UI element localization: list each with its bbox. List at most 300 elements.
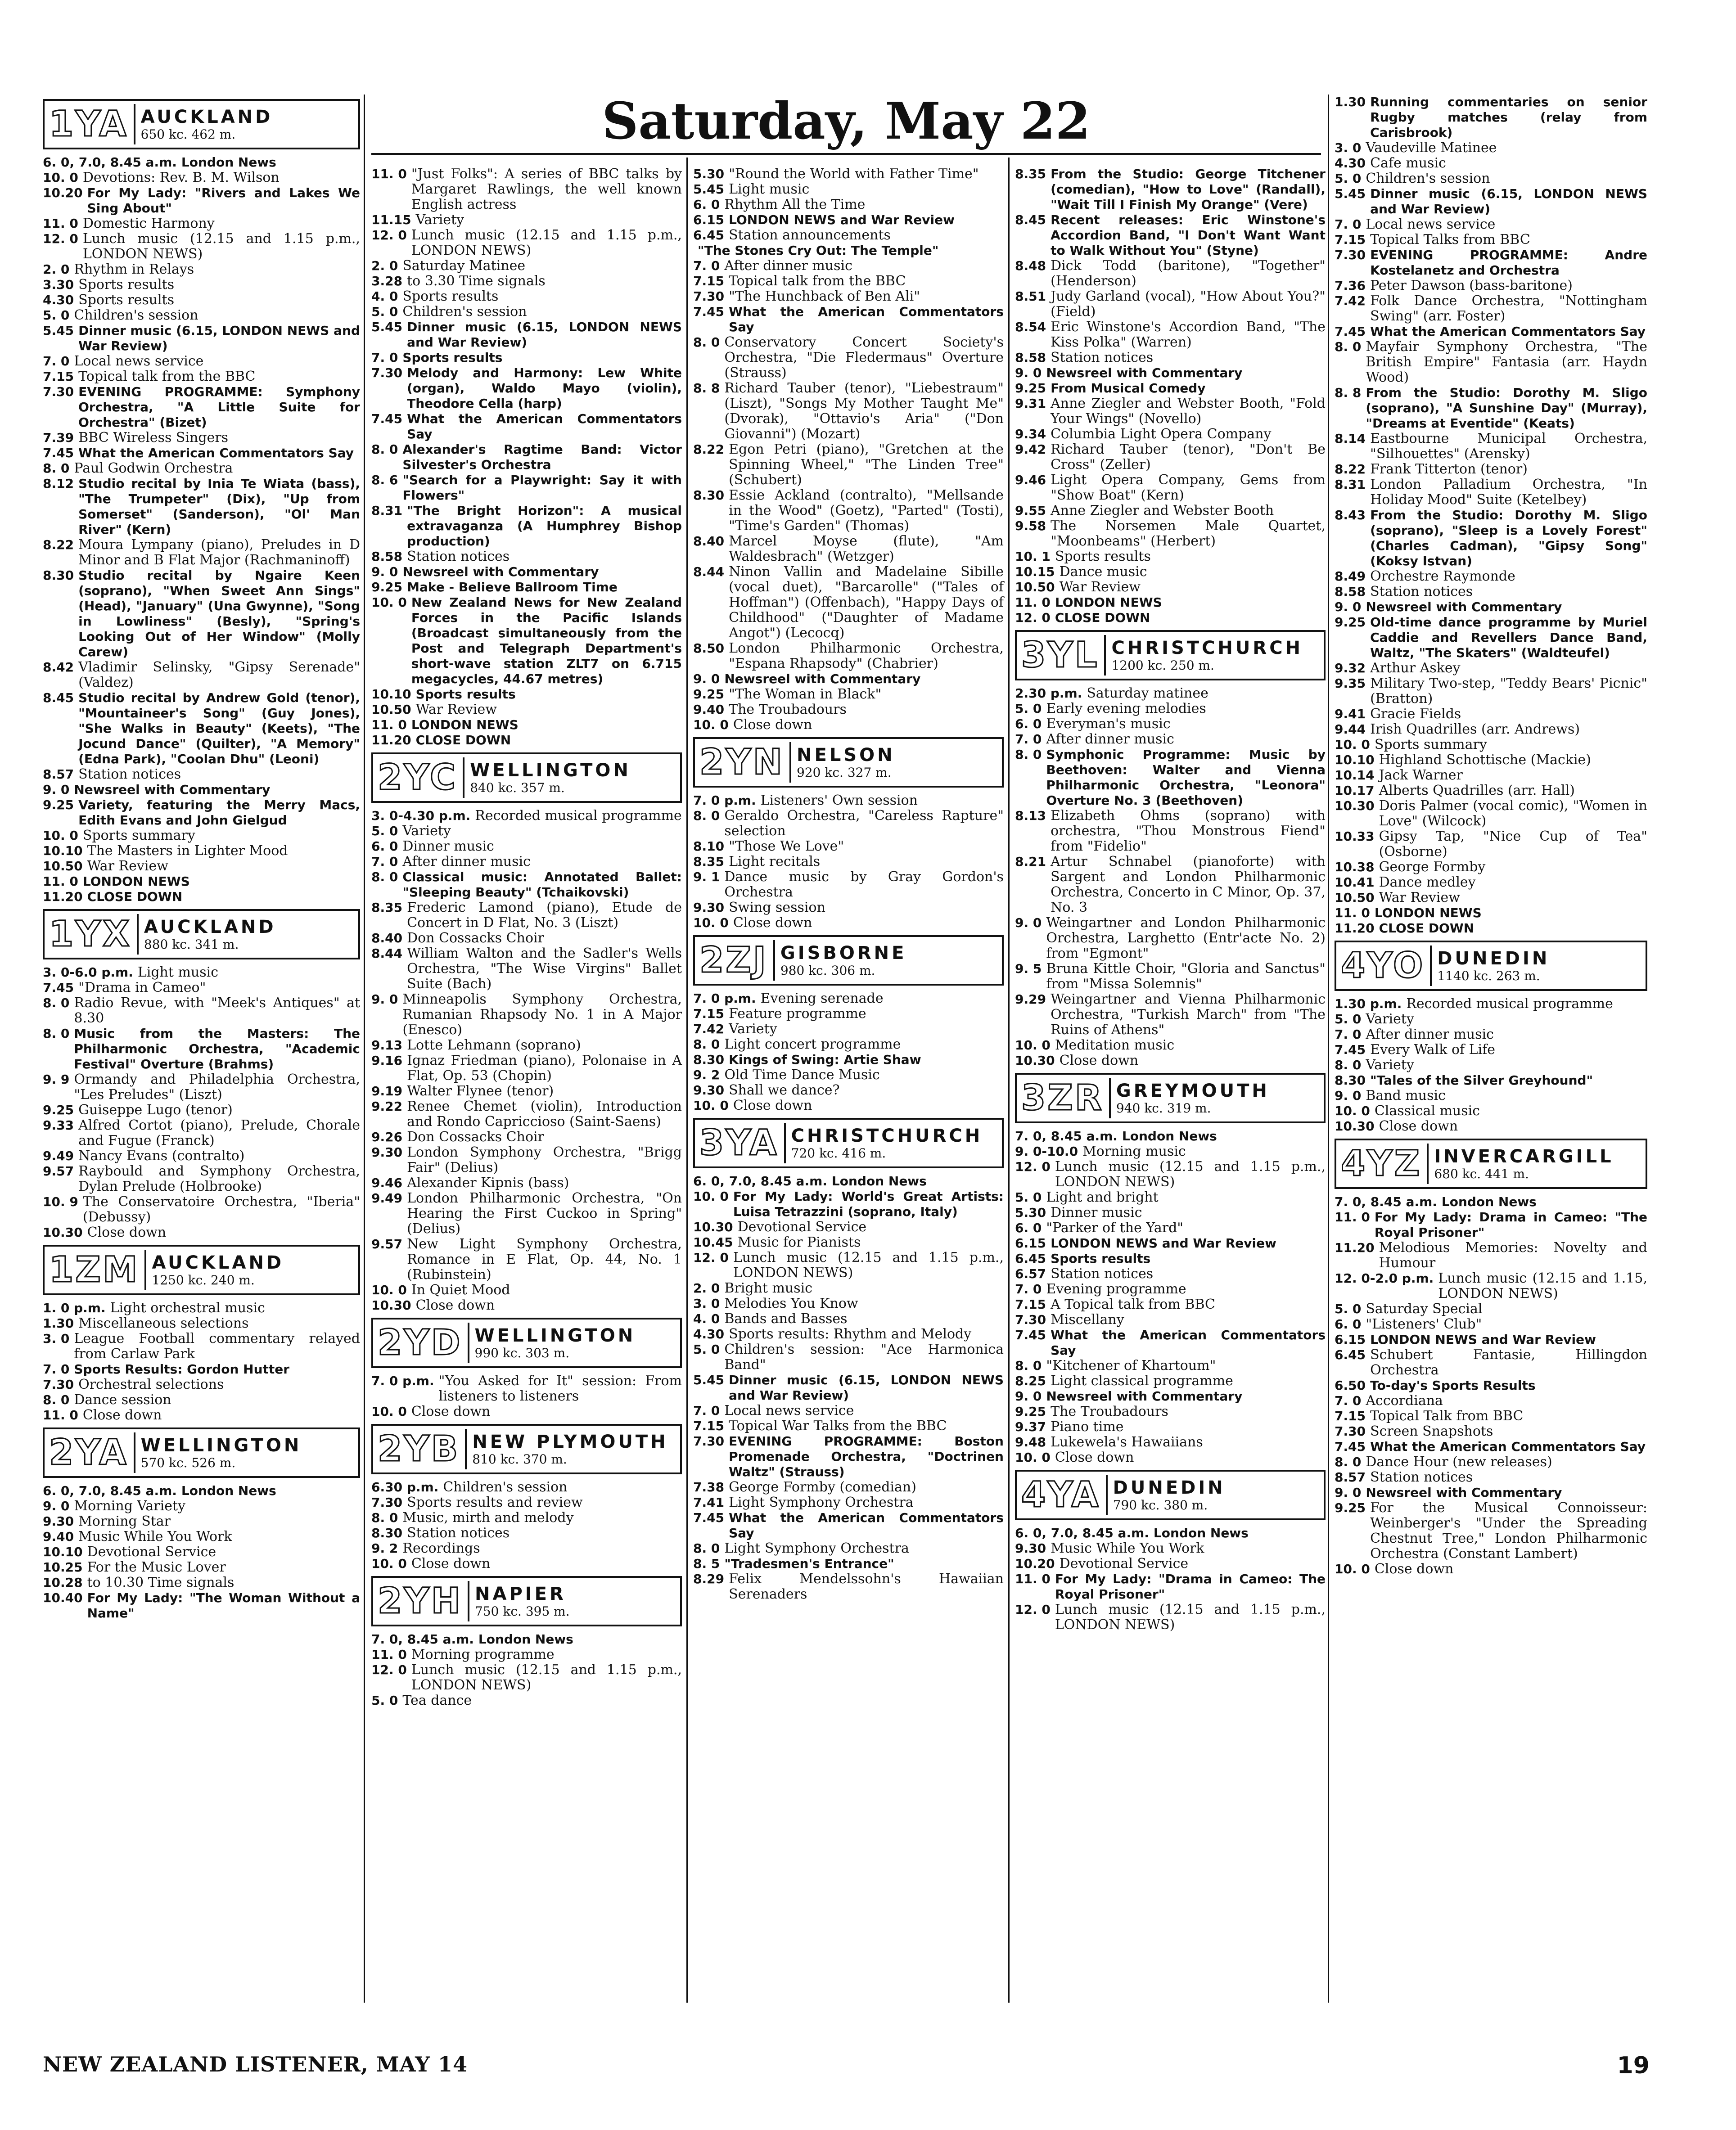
entry-text: Local news service <box>1366 216 1496 232</box>
station-callsign: 3ZR <box>1021 1078 1111 1118</box>
entry-text: "The Woman in Black" <box>729 686 882 702</box>
entry-time: 6. 0 <box>693 197 720 212</box>
programme-entry <box>693 1556 1004 1572</box>
programme-entry <box>371 258 682 274</box>
entry-text: In Quiet Mood <box>411 1282 510 1298</box>
programme-entry <box>693 854 1004 869</box>
entry-text: Studio recital by Ngaire Keen (soprano), "When Sweet Ann Sings" (Head), "January" (Una Gwynne), "Song in Lowliness" (Besly), "Spring's Looking Out of Her Window" (Molly Carew) <box>78 568 360 659</box>
entry-text: War Review <box>1059 579 1141 595</box>
programme-entry <box>1335 140 1647 156</box>
entry-time: 7.45 <box>693 304 725 319</box>
entry-time: 12. 0 <box>1015 610 1051 625</box>
entry-time: 7.15 <box>693 1418 725 1433</box>
entry-text: Lunch music (12.15 and 1.15 p.m., LONDON NEWS) <box>1055 1159 1326 1190</box>
entry-text: LONDON NEWS and War Review <box>729 212 955 227</box>
entry-text: Variety, featuring the Merry Macs, Edith Evans and John Gielgud <box>78 797 360 828</box>
entry-text: "The Bright Horizon": A musical extravaganza (A Humphrey Bishop production) <box>407 503 682 549</box>
entry-text: Paul Godwin Orchestra <box>74 460 233 476</box>
programme-entry <box>1335 1455 1647 1470</box>
programme-entry <box>371 1556 682 1572</box>
entry-text: Rhythm in Relays <box>74 261 194 277</box>
programme-entry <box>1015 992 1326 1038</box>
entry-time: 8.22 <box>43 537 74 552</box>
programme-entry <box>693 1327 1004 1342</box>
entry-text: Marcel Moyse (flute), "Am Waldesbrach" (Wetzger) <box>729 533 1004 564</box>
entry-text: Morning programme <box>411 1647 555 1662</box>
entry-text: Light Symphony Orchestra <box>724 1540 909 1556</box>
programme-entry <box>1015 1038 1326 1053</box>
programme-entry <box>43 308 360 323</box>
programme-entry <box>43 1072 360 1103</box>
entry-text: Richard Tauber (tenor), "Don't Be Cross" (Zeller) <box>1051 441 1326 473</box>
station-header <box>693 737 1004 788</box>
entry-time: 8. 0 <box>43 461 70 476</box>
programme-entry <box>371 304 682 320</box>
entry-text: George Formby (comedian) <box>729 1479 916 1495</box>
entry-time: 8. 0 <box>43 1392 70 1407</box>
station-city: AUCKLAND <box>140 107 273 127</box>
station-city: DUNEDIN <box>1113 1477 1226 1498</box>
entry-time: 10.30 <box>1335 1119 1375 1134</box>
entry-time: 10.45 <box>693 1235 733 1250</box>
entry-text: Close down <box>1059 1053 1139 1068</box>
programme-entry <box>1335 676 1647 707</box>
entry-time: 8.50 <box>693 641 725 656</box>
programme-entry <box>371 1495 682 1510</box>
programme-entry <box>371 365 682 411</box>
programme-entry <box>1015 595 1326 610</box>
entry-time: 9.44 <box>1335 722 1366 737</box>
entry-text: The Troubadours <box>1051 1404 1168 1419</box>
entry-text: Light music <box>729 181 810 197</box>
entry-text: For the Music Lover <box>87 1559 226 1575</box>
entry-time: 9.25 <box>371 580 403 594</box>
entry-text: Close down <box>733 717 812 733</box>
programme-entry <box>693 564 1004 641</box>
entry-time: 11. 0 <box>43 1408 78 1423</box>
entry-text: London News <box>478 1632 573 1647</box>
entry-text: Peter Dawson (bass-baritone) <box>1370 278 1573 293</box>
entry-time: 9. 5 <box>1015 961 1042 976</box>
page-title: Saturday, May 22 <box>602 92 1091 151</box>
programme-entry <box>1335 1042 1647 1058</box>
programme-entry <box>43 1392 360 1408</box>
entry-text: Weingartner and Vienna Philharmonic Orchestra, "Turkish March" from "The Ruins of Athens" <box>1051 991 1326 1038</box>
entry-time: 7.38 <box>693 1480 725 1495</box>
programme-entry <box>1015 1404 1326 1419</box>
station-header <box>1015 1073 1326 1123</box>
entry-text: Kings of Swing: Artie Shaw <box>729 1052 921 1067</box>
entry-time: 9.32 <box>1335 661 1366 675</box>
entry-time: 10. 9 <box>43 1194 78 1209</box>
entry-text: BBC Wireless Singers <box>78 430 229 446</box>
programme-entry <box>371 1541 682 1556</box>
programme-entry <box>371 1038 682 1053</box>
programme-entry <box>1335 707 1647 722</box>
programme-entry <box>371 992 682 1038</box>
entry-text: Light music <box>137 964 219 980</box>
programme-entry <box>1015 1358 1326 1373</box>
entry-time: 9.58 <box>1015 518 1046 533</box>
entry-time: 10.17 <box>1335 783 1375 798</box>
programme-entry <box>1335 385 1647 431</box>
programme-entry <box>693 274 1004 289</box>
entry-time: 7. 0, 8.45 a.m. <box>1335 1194 1437 1209</box>
programme-entry <box>1015 320 1326 350</box>
programme-entry <box>693 1022 1004 1037</box>
entry-text: Melodious Memories: Novelty and Humour <box>1379 1240 1647 1271</box>
programme-entry <box>43 277 360 293</box>
programme-entry <box>1335 1393 1647 1409</box>
station-city: CHRISTCHURCH <box>791 1126 983 1146</box>
entry-time: 9.34 <box>1015 427 1046 441</box>
entry-time: 5.45 <box>371 320 403 334</box>
entry-time: 5.30 <box>693 167 725 181</box>
programme-entry <box>693 1572 1004 1602</box>
entry-text: Local news service <box>724 1403 854 1418</box>
entry-time: 10. 1 <box>1015 549 1051 564</box>
entry-text: Sports results and review <box>407 1495 583 1510</box>
programme-entry <box>1335 1103 1647 1119</box>
entry-time: 6. 0, 7.0, 8.45 a.m. <box>1015 1526 1149 1540</box>
programme-entry <box>371 320 682 350</box>
programme-entry <box>693 197 1004 212</box>
programme-entry <box>371 1283 682 1298</box>
programme-entry <box>693 335 1004 381</box>
entry-text: Alfred Cortot (piano), Prelude, Chorale and Fugue (Franck) <box>78 1117 360 1148</box>
programme-entry <box>1015 961 1326 992</box>
entry-time: 8. 0 <box>693 335 720 350</box>
entry-time: 8.14 <box>1335 431 1366 446</box>
programme-entry <box>693 900 1004 915</box>
station-info <box>797 745 997 780</box>
entry-text: Jack Warner <box>1379 767 1463 783</box>
page-footer <box>43 2052 1650 2079</box>
entry-text: CLOSE DOWN <box>1379 921 1474 936</box>
entry-text: Close down <box>82 1407 162 1423</box>
entry-text: "Tales of the Silver Greyhound" <box>1370 1073 1593 1088</box>
programme-entry <box>693 991 1004 1006</box>
programme-entry <box>693 1250 1004 1281</box>
programme-entry <box>1335 95 1647 140</box>
entry-text: What the American Commentators Say <box>1370 1439 1646 1454</box>
programme-entry <box>1015 1236 1326 1251</box>
programme-entry <box>1015 747 1326 808</box>
programme-entry <box>43 1103 360 1118</box>
entry-time: 9.42 <box>1015 442 1046 457</box>
station-frequency: 980 kc. 306 m. <box>780 963 875 978</box>
programme-entry <box>693 1281 1004 1296</box>
programme-entry <box>371 687 682 702</box>
entry-text: Morning Variety <box>74 1498 185 1514</box>
entry-time: 9. 9 <box>43 1072 70 1087</box>
programme-entry <box>371 274 682 289</box>
entry-text: From the Studio: Dorothy M. Sligo (soprano), "A Sunshine Day" (Murray), "Dreams at Eventide" (Keats) <box>1366 385 1647 431</box>
entry-time: 9. 1 <box>693 869 720 884</box>
entry-time: 6. 0 <box>1015 1220 1042 1235</box>
entry-time: 8.22 <box>1335 462 1366 477</box>
entry-text: Morning music <box>1082 1144 1186 1159</box>
entry-text: Variety <box>1366 1011 1414 1027</box>
entry-time: 6.15 <box>1015 1236 1046 1251</box>
entry-time: 7. 0 p.m. <box>693 793 756 808</box>
programme-entry <box>371 717 682 733</box>
entry-text: London News <box>1122 1129 1217 1144</box>
entry-time: 7. 0 <box>693 258 720 273</box>
entry-text: "Drama in Cameo" <box>78 980 206 995</box>
entry-text: For My Lady: "The Woman Without a Name" <box>87 1590 360 1621</box>
entry-text: Orchestral selections <box>78 1377 224 1392</box>
entry-text: Topical War Talks from the BBC <box>729 1418 947 1434</box>
station-frequency: 1140 kc. 263 m. <box>1437 968 1540 983</box>
entry-text: Lunch music (12.15 and 1.15 p.m., LONDON NEWS) <box>733 1250 1004 1281</box>
programme-entry <box>1015 1053 1326 1068</box>
entry-time: 7.41 <box>693 1495 725 1510</box>
entry-time: 5. 0 <box>1015 1190 1042 1205</box>
entry-text: Devotional Service <box>1059 1556 1189 1572</box>
entry-time: 9.40 <box>693 702 725 717</box>
title-rule <box>371 153 1321 155</box>
programme-entry <box>693 243 1004 258</box>
entry-time: 1.30 <box>43 1316 74 1331</box>
programme-entry <box>693 442 1004 488</box>
entry-time: 10.50 <box>43 859 83 874</box>
station-city: NELSON <box>797 745 895 766</box>
entry-time: 8.30 <box>693 488 725 503</box>
station-header <box>371 1424 682 1474</box>
entry-text: Devotional Service <box>737 1219 867 1235</box>
entry-time: 8.12 <box>43 476 74 491</box>
programme-entry <box>1335 339 1647 385</box>
entry-time: 10. 0 <box>371 1283 407 1297</box>
entry-text: Geraldo Orchestra, "Careless Rapture" selection <box>724 808 1004 839</box>
entry-text: Newsreel with Commentary <box>402 564 599 579</box>
entry-text: Station notices <box>1370 1469 1473 1485</box>
station-city: WELLINGTON <box>140 1435 302 1456</box>
entry-text: Sports results <box>1055 549 1151 564</box>
programme-entry <box>43 1164 360 1194</box>
programme-entry <box>43 1483 360 1499</box>
entry-text: Station notices <box>1370 584 1473 599</box>
station-city: INVERCARGILL <box>1434 1146 1614 1167</box>
programme-entry <box>693 915 1004 931</box>
station-frequency: 1250 kc. 240 m. <box>152 1273 255 1288</box>
entry-text: Melodies You Know <box>724 1296 858 1311</box>
entry-text: Walter Flynee (tenor) <box>407 1083 554 1099</box>
programme-entry <box>43 537 360 568</box>
entry-time: 3.28 <box>371 274 403 288</box>
entry-time: 9.55 <box>1015 503 1046 518</box>
entry-time: 10.50 <box>371 702 411 717</box>
entry-text: Studio recital by Inia Te Wiata (bass), "The Trumpeter" (Dix), "Up from Somerset" (Sanderson), "Ol' Man River" (Kern) <box>78 476 360 537</box>
entry-text: Orchestre Raymonde <box>1370 568 1515 584</box>
entry-time: 9.25 <box>1015 381 1046 396</box>
station-header <box>43 1428 360 1478</box>
entry-text: Close down <box>1379 1118 1458 1134</box>
entry-text: Screen Snapshots <box>1370 1423 1493 1439</box>
entry-time: 8. 0 <box>693 1037 720 1052</box>
programme-entry <box>371 1130 682 1145</box>
programme-entry <box>43 155 360 170</box>
programme-entry <box>43 476 360 537</box>
entry-time: 4.30 <box>1335 156 1366 171</box>
entry-time: 7. 0 <box>1335 1393 1362 1408</box>
entry-text: LONDON NEWS <box>1055 595 1162 610</box>
entry-text: Essie Ackland (contralto), "Mellsande in the Wood" (Goetz), "Parted" (Tosti), "Time's Garden" (Thomas) <box>729 487 1004 534</box>
entry-text: Don Cossacks Choir <box>407 1129 544 1145</box>
programme-entry <box>693 808 1004 839</box>
programme-entry <box>1015 1205 1326 1220</box>
entry-text: Elizabeth Ohms (soprano) with orchestra, "Thou Monstrous Fiend" from "Fidelio" <box>1051 808 1326 854</box>
programme-entry <box>1015 1541 1326 1556</box>
programme-entry <box>371 824 682 839</box>
programme-entry <box>1015 381 1326 396</box>
entry-text: Gipsy Tap, "Nice Cup of Tea" (Osborne) <box>1379 829 1647 860</box>
programme-entry <box>43 384 360 430</box>
entry-text: Sports results <box>402 350 503 365</box>
entry-time: 8.45 <box>43 690 74 705</box>
entry-text: Light recitals <box>729 854 821 869</box>
entry-time: 4.30 <box>43 293 74 307</box>
programme-entry <box>43 1575 360 1590</box>
programme-entry <box>43 980 360 995</box>
station-callsign: 3YL <box>1021 635 1106 675</box>
programme-entry <box>43 767 360 782</box>
programme-entry <box>371 1510 682 1526</box>
programme-entry <box>371 946 682 992</box>
entry-time: 7.45 <box>1335 1042 1366 1057</box>
programme-entry <box>371 411 682 442</box>
programme-entry <box>1335 1088 1647 1103</box>
entry-text: Eastbourne Municipal Orchestra, "Silhouettes" (Arensky) <box>1370 431 1647 462</box>
entry-time: 7.39 <box>43 430 74 445</box>
programme-entry <box>43 461 360 476</box>
entry-text: Light and bright <box>1046 1189 1159 1205</box>
programme-entry <box>371 167 682 212</box>
entry-time: 7.15 <box>693 1006 725 1021</box>
entry-text: "The Hunchback of Ben Ali" <box>729 288 920 304</box>
entry-time: 4. 0 <box>371 289 398 304</box>
entry-text: Old-time dance programme by Muriel Caddie and Revellers Dance Band, Waltz, "The Skaters" (Waldteufel) <box>1370 615 1647 660</box>
entry-time: 4.30 <box>693 1327 725 1342</box>
programme-entry <box>693 1510 1004 1541</box>
programme-entry <box>693 839 1004 854</box>
station-header <box>1015 630 1326 680</box>
entry-time: 11. 0 <box>371 717 407 732</box>
entry-time: 10.40 <box>43 1590 83 1605</box>
listing-column-4 <box>1015 167 1326 1633</box>
entry-time: 6.45 <box>1335 1347 1366 1362</box>
programme-entry <box>43 690 360 767</box>
entry-time: 9. 0-10.0 <box>1015 1144 1078 1159</box>
entry-text: New Zealand News for New Zealand Forces in the Pacific Islands (Broadcast simultaneously from the Post and Telegraph Department's short-wave station ZLT7 on 6.715 megacycles, 44.67 metres) <box>411 595 682 686</box>
entry-time: 9.30 <box>693 1083 725 1098</box>
programme-entry <box>43 1590 360 1621</box>
entry-time: 11.20 <box>43 889 83 904</box>
entry-time: 3. 0-4.30 p.m. <box>371 808 471 823</box>
entry-text: Mayfair Symphony Orchestra, "The British Empire" Fantasia (arr. Haydn Wood) <box>1366 339 1647 385</box>
entry-text: George Formby <box>1379 859 1486 875</box>
entry-time: 9.30 <box>693 900 725 915</box>
entry-text: Richard Tauber (tenor), "Liebestraum" (Liszt), "Songs My Mother Taught Me" (Dvorak), "Ottavio's Aria" ("Don Giovanni") (Mozart) <box>724 380 1004 442</box>
station-info <box>141 107 354 142</box>
entry-time: 7.30 <box>371 1495 403 1510</box>
entry-time: 6.15 <box>693 212 725 227</box>
entry-text: Devotional Service <box>87 1544 216 1560</box>
entry-time: 8.21 <box>1015 854 1046 869</box>
entry-text: Light classical programme <box>1051 1373 1233 1389</box>
entry-text: Dinner music (6.15, LONDON NEWS and War Review) <box>1370 186 1647 216</box>
entry-time: 9.49 <box>371 1191 403 1206</box>
entry-time: 8. 8 <box>693 381 720 396</box>
station-callsign: 2YD <box>378 1323 469 1363</box>
entry-text: Variety <box>402 823 451 839</box>
entry-time: 7.30 <box>1335 248 1366 262</box>
programme-entry <box>371 931 682 946</box>
programme-entry <box>1015 350 1326 365</box>
entry-text: Lunch music (12.15 and 1.15 p.m., LONDON NEWS) <box>411 1662 682 1693</box>
entry-text: Artur Schnabel (pianoforte) with Sargent and London Philharmonic Orchestra, Concerto in C Minor, Op. 37, No. 3 <box>1051 854 1326 915</box>
entry-time: 9.19 <box>371 1084 403 1099</box>
entry-time: 9. 0 <box>1335 1485 1362 1500</box>
entry-text: Lunch music (12.15 and 1.15 p.m., LONDON NEWS) <box>82 231 360 262</box>
entry-text: The Troubadours <box>729 702 847 717</box>
entry-time: 8.58 <box>371 549 403 564</box>
programme-entry <box>371 442 682 473</box>
entry-text: Sports results <box>78 277 175 293</box>
station-frequency: 810 kc. 370 m. <box>472 1452 567 1467</box>
programme-entry <box>1335 1240 1647 1271</box>
entry-time: 12. 0 <box>371 228 407 243</box>
entry-time: 8.42 <box>43 660 74 675</box>
entry-text: Newsreel with Commentary <box>1366 599 1562 614</box>
programme-entry <box>1015 1328 1326 1358</box>
programme-entry <box>43 446 360 461</box>
programme-entry <box>371 1647 682 1662</box>
programme-entry <box>43 1362 360 1377</box>
entry-time: 8.29 <box>693 1572 725 1586</box>
entry-time: 9.46 <box>1015 473 1046 487</box>
entry-time: 7.45 <box>693 1510 725 1525</box>
entry-time: 5.45 <box>693 182 725 197</box>
entry-text: Egon Petri (piano), "Gretchen at the Spinning Wheel," "The Linden Tree" (Schubert) <box>729 441 1004 488</box>
programme-entry <box>1335 1332 1647 1347</box>
programme-entry <box>43 369 360 384</box>
programme-entry <box>1015 1526 1326 1541</box>
entry-text: Close down <box>733 1098 812 1113</box>
entry-text: Topical talk from the BBC <box>78 369 256 384</box>
entry-time: 8. 0 <box>1335 339 1362 354</box>
entry-text: Newsreel with Commentary <box>1366 1485 1562 1500</box>
entry-text: CLOSE DOWN <box>1055 610 1150 625</box>
station-info <box>144 917 354 952</box>
programme-entry <box>371 580 682 595</box>
programme-entry <box>1015 915 1326 961</box>
entry-time: 8.57 <box>43 767 74 782</box>
programme-entry <box>693 228 1004 243</box>
entry-time: 8.30 <box>371 1526 403 1540</box>
entry-time: 12. 0 <box>371 1662 407 1677</box>
station-info <box>475 1325 676 1360</box>
entry-text: LONDON NEWS <box>1374 905 1482 920</box>
entry-time: 6.57 <box>1015 1266 1046 1281</box>
entry-time: 10. 0 <box>693 1098 729 1113</box>
programme-entry <box>693 1220 1004 1235</box>
entry-time: 9.30 <box>371 1145 403 1160</box>
entry-time: 6. 0, 7.0, 8.45 a.m. <box>43 155 177 170</box>
entry-time: 9.48 <box>1015 1435 1046 1450</box>
programme-entry <box>1015 258 1326 289</box>
